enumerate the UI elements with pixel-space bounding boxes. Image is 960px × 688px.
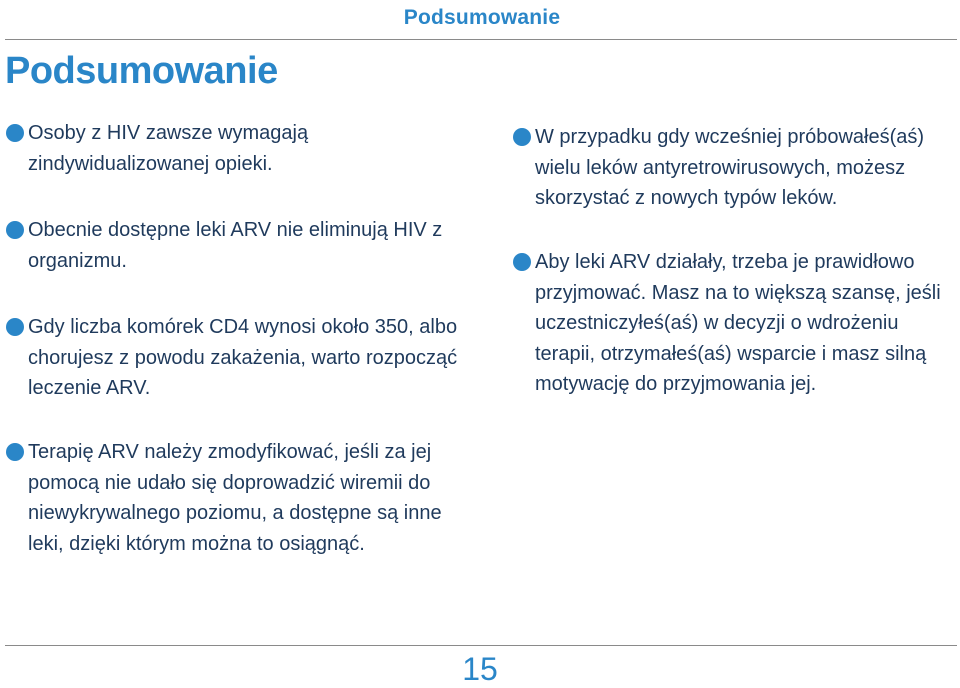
bullet-dot-icon xyxy=(513,128,531,146)
footer-divider xyxy=(5,645,957,646)
bullet-text: Gdy liczba komórek CD4 wynosi około 350, albo chorujesz z powodu zakażenia, warto rozpocząć leczenie ARV. xyxy=(28,316,458,399)
bullet-item xyxy=(535,122,955,214)
bullet-item xyxy=(535,247,955,400)
bullet-text: Obecnie dostępne leki ARV nie eliminują HIV z organizmu. xyxy=(28,219,443,272)
bullet-item xyxy=(28,437,478,559)
bullet-item xyxy=(28,118,488,179)
bullet-text: Terapię ARV należy zmodyfikować, jeśli za jej pomocą nie udało się doprowadzić wiremii do niewykrywalnego poziomu, a dostępne są inne leki, dzięki którym można to osiągnąć. xyxy=(28,441,442,555)
bullet-text: Aby leki ARV działały, trzeba je prawidłowo przyjmować. Masz na to większą szansę, jeśli uczestniczyłeś(aś) w decyzji o wdrożeniu terapii, otrzymałeś(aś) wsparcie i masz silną motywację do przyjmowania jej. xyxy=(535,251,941,395)
bullet-dot-icon xyxy=(6,221,24,239)
page-title: Podsumowanie xyxy=(5,50,278,92)
bullet-item xyxy=(28,312,488,404)
bullet-dot-icon xyxy=(513,253,531,271)
bullet-dot-icon xyxy=(6,124,24,142)
page-number: 15 xyxy=(462,651,498,687)
bullet-dot-icon xyxy=(6,318,24,336)
running-header: Podsumowanie xyxy=(403,6,561,29)
bullet-text: W przypadku gdy wcześniej próbowałeś(aś) wielu leków antyretrowirusowych, możesz skorzystać z nowych typów leków. xyxy=(535,126,925,209)
header-divider xyxy=(5,39,957,40)
bullet-text: Osoby z HIV zawsze wymagają zindywidualizowanej opieki. xyxy=(28,122,309,175)
bullet-item xyxy=(28,215,488,276)
bullet-dot-icon xyxy=(6,443,24,461)
